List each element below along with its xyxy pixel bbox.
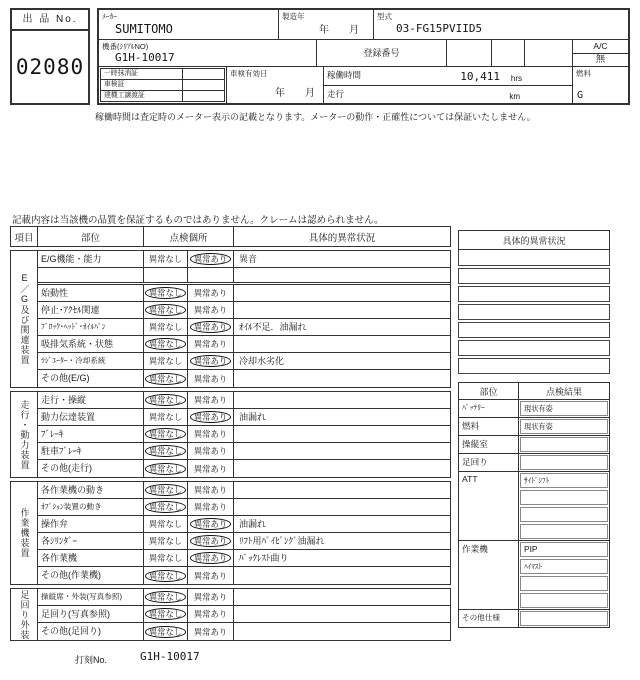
section-rows xyxy=(38,482,450,584)
ok-label: 異常なし xyxy=(148,592,183,602)
ok-label: 異常なし xyxy=(148,322,183,332)
part-name: 始動性 xyxy=(38,285,144,301)
result-value xyxy=(520,524,608,539)
part-name: E/G機能・能力 xyxy=(38,251,144,267)
part-name: その他(走行) xyxy=(38,460,144,477)
ng-option xyxy=(188,353,234,369)
ng-option xyxy=(188,460,234,477)
abnormality-remark: ｵｲﾙ不足．油漏れ xyxy=(239,322,307,332)
part-name: 各ｼﾘﾝﾀﾞｰ xyxy=(38,533,144,549)
inspection-row xyxy=(38,533,450,550)
ok-option xyxy=(144,623,188,640)
inspection-table-header xyxy=(10,226,451,247)
lot-number-box xyxy=(10,8,90,105)
inspection-row xyxy=(38,285,450,302)
abnormality-remark xyxy=(234,443,450,459)
results-part-header: 部位 xyxy=(459,383,519,399)
ng-label: 異常あり xyxy=(193,254,228,264)
remark-empty-row xyxy=(458,268,610,284)
abnormality-remark xyxy=(234,426,450,442)
part-name: 吸排気系統・状態 xyxy=(38,336,144,352)
abnormality-remark: 油漏れ xyxy=(239,412,267,422)
ok-label: 異常なし xyxy=(148,305,183,315)
result-value xyxy=(520,611,608,626)
part-name: 動力伝達装置 xyxy=(38,409,144,425)
fuel-value: G xyxy=(577,90,584,101)
inspection-row xyxy=(38,336,450,353)
result-values xyxy=(519,454,609,471)
documents-cell xyxy=(99,67,227,103)
part-name: 操縦席・外装(写真参照) xyxy=(38,589,144,605)
result-group xyxy=(459,541,609,610)
ok-label: 異常なし xyxy=(148,463,183,474)
part-name: ｵﾌﾟｼｮﾝ装置の動き xyxy=(38,499,144,515)
remark-empty-row xyxy=(458,250,610,266)
ok-option xyxy=(144,409,188,425)
right-results-table xyxy=(458,382,610,628)
document-check-cell xyxy=(182,80,224,90)
fuel-label: 燃料 xyxy=(576,69,591,78)
remark-empty-row xyxy=(458,286,610,302)
abnormality-remark xyxy=(234,336,450,352)
ok-label: 異常なし xyxy=(148,502,183,512)
abnormality-remark: 異音 xyxy=(239,254,258,264)
abnormality-remark: ﾊﾞｯｸﾚｽﾄ曲り xyxy=(239,553,289,563)
result-value: PIP xyxy=(520,542,608,557)
ng-option xyxy=(188,533,234,549)
ng-label: 異常あり xyxy=(193,463,228,474)
ng-option xyxy=(188,370,234,387)
inspection-row xyxy=(38,589,450,606)
hours-travel-cell xyxy=(324,67,573,103)
ok-label: 異常なし xyxy=(148,373,183,384)
ng-label: 異常あり xyxy=(193,485,228,495)
result-part-name: 操縦室 xyxy=(459,436,519,453)
lot-number-label: 出 品 No. xyxy=(12,10,88,31)
result-value xyxy=(520,593,608,608)
result-part-name: ATT xyxy=(459,472,519,540)
empty-cell-2 xyxy=(492,40,525,66)
ng-option xyxy=(188,302,234,318)
ng-label: 異常あり xyxy=(193,429,228,439)
ok-option xyxy=(144,392,188,408)
hours-label: 稼働時間 xyxy=(327,70,362,80)
result-values xyxy=(519,472,609,540)
col-header-remark: 具体的異常状況 xyxy=(308,232,376,244)
hours-unit: hrs xyxy=(510,74,522,83)
abnormality-remark xyxy=(234,589,450,605)
ng-label: 異常あり xyxy=(193,446,228,456)
part-name: 各作業機 xyxy=(38,550,144,566)
result-value: 現状有姿 xyxy=(520,419,608,434)
abnormality-remark xyxy=(234,460,450,477)
ok-option xyxy=(144,285,188,301)
document-row xyxy=(101,69,224,80)
abnormality-remark xyxy=(234,302,450,318)
right-results-header xyxy=(459,383,609,400)
right-results-groups xyxy=(459,400,609,627)
result-group xyxy=(459,472,609,541)
mfg-year-value: 年 月 xyxy=(319,24,359,36)
ok-option xyxy=(144,482,188,498)
ng-option xyxy=(188,285,234,301)
result-part-name: 燃料 xyxy=(459,418,519,435)
section-rows xyxy=(38,589,450,640)
inspection-section xyxy=(10,481,451,585)
ok-option xyxy=(144,567,188,584)
part-name: 操作弁 xyxy=(38,516,144,532)
travel-row xyxy=(324,86,572,104)
inspection-row xyxy=(38,302,450,319)
registration-label: 登録番号 xyxy=(363,48,400,59)
maker-value: SUMITOMO xyxy=(115,21,173,36)
part-name: 駐車ﾌﾞﾚｰｷ xyxy=(38,443,144,459)
ok-label: 異常なし xyxy=(148,553,183,563)
ng-option xyxy=(188,268,234,282)
ng-option xyxy=(188,426,234,442)
maker-label: ﾒｰｶｰ xyxy=(102,12,117,21)
serial-cell xyxy=(99,40,317,66)
result-value: 現状有姿 xyxy=(520,401,608,416)
docs-table xyxy=(100,68,225,102)
ac-cell xyxy=(573,40,628,66)
ok-label: 異常なし xyxy=(148,339,183,349)
ng-option xyxy=(188,499,234,515)
result-value: ｻｲﾄﾞｼﾌﾄ xyxy=(520,473,608,488)
remark-empty-row xyxy=(458,340,610,356)
ng-label: 異常あり xyxy=(193,322,228,332)
ng-option xyxy=(188,251,234,267)
result-part-name: 足回り xyxy=(459,454,519,471)
inspection-row xyxy=(38,268,450,285)
inspection-row xyxy=(38,251,450,268)
ng-option xyxy=(188,623,234,640)
result-values xyxy=(519,436,609,453)
maker-cell xyxy=(99,10,279,39)
ng-label: 異常あり xyxy=(193,502,228,512)
result-value xyxy=(520,437,608,452)
hours-row xyxy=(324,67,572,86)
ng-option xyxy=(188,443,234,459)
result-value xyxy=(520,507,608,522)
result-part-name: その他仕様 xyxy=(459,610,519,627)
model-value: 03-FG15PVIID5 xyxy=(396,21,483,35)
shaken-label: 車検有効日 xyxy=(230,69,268,78)
serial-label: 機番(ｼﾘｱﾙNO) xyxy=(102,41,149,51)
result-value xyxy=(520,490,608,505)
ng-label: 異常あり xyxy=(193,592,228,602)
part-name: その他(作業機) xyxy=(38,567,144,584)
abnormality-remark xyxy=(234,285,450,301)
document-label: 車検証 xyxy=(104,81,125,88)
col-header-part: 部位 xyxy=(38,227,144,246)
fuel-cell xyxy=(573,67,628,103)
abnormality-remark xyxy=(234,482,450,498)
col-header-check: 点検個所 xyxy=(144,227,234,246)
stamp-number-value: G1H-10017 xyxy=(140,650,200,663)
abnormality-remark: 油漏れ xyxy=(239,519,267,529)
remark-empty-row xyxy=(458,358,610,374)
mfg-year-cell xyxy=(279,10,374,39)
ok-option xyxy=(144,319,188,335)
abnormality-remark xyxy=(234,370,450,387)
ng-option xyxy=(188,482,234,498)
ng-label: 異常あり xyxy=(193,553,228,563)
result-group xyxy=(459,610,609,627)
part-name: 停止･ｱｸｾﾙ関連 xyxy=(38,302,144,318)
result-values xyxy=(519,541,609,609)
ng-label: 異常あり xyxy=(193,570,228,581)
inspection-row xyxy=(38,443,450,460)
ok-label: 異常なし xyxy=(148,429,183,439)
inspection-row xyxy=(38,392,450,409)
ok-label: 異常なし xyxy=(148,412,183,422)
ok-label: 異常なし xyxy=(148,446,183,456)
disclaimer-note: 記載内容は当該機の品質を保証するものではありません。クレームは認められません。 xyxy=(12,215,384,226)
ng-option xyxy=(188,516,234,532)
model-label: 型式 xyxy=(377,12,392,21)
section-label: 足回り外装 xyxy=(11,589,38,640)
inspection-row xyxy=(38,550,450,567)
ok-label: 異常なし xyxy=(148,536,183,546)
inspection-sections xyxy=(10,250,451,641)
part-name: 走行・操縦 xyxy=(38,392,144,408)
ac-value: 無 xyxy=(595,53,606,65)
inspection-row xyxy=(38,567,450,584)
inspection-row xyxy=(38,606,450,623)
part-name: ﾗｼﾞｴｰﾀｰ・冷却系統 xyxy=(38,353,144,369)
right-remarks-table xyxy=(458,230,610,374)
part-name: 各作業機の動き xyxy=(38,482,144,498)
shaken-value: 年 月 xyxy=(275,88,315,99)
part-name: ﾌﾞﾛｯｸ･ﾍｯﾄﾞ･ｵｲﾙﾊﾟﾝ xyxy=(38,319,144,335)
col-header-item: 項目 xyxy=(11,227,38,246)
ok-label: 異常なし xyxy=(148,395,183,405)
result-part-name: ﾊﾞｯﾃﾘｰ xyxy=(459,400,519,417)
ok-label: 異常なし xyxy=(148,254,183,264)
ng-label: 異常あり xyxy=(193,288,228,298)
ng-option xyxy=(188,319,234,335)
ng-label: 異常あり xyxy=(193,373,228,384)
ok-label: 異常なし xyxy=(148,485,183,495)
result-values xyxy=(519,610,609,627)
result-part-name: 作業機 xyxy=(459,541,519,609)
ng-label: 異常あり xyxy=(193,339,228,349)
inspection-table xyxy=(10,226,451,641)
document-check-cell xyxy=(182,69,224,79)
abnormality-remark xyxy=(234,606,450,622)
abnormality-remark: 冷却水劣化 xyxy=(239,356,285,366)
ok-label: 異常なし xyxy=(148,356,183,366)
ok-option xyxy=(144,251,188,267)
ok-option xyxy=(144,302,188,318)
ng-option xyxy=(188,392,234,408)
ng-label: 異常あり xyxy=(193,305,228,315)
ok-label: 異常なし xyxy=(148,519,183,529)
ok-label: 異常なし xyxy=(148,288,183,298)
ok-label: 異常なし xyxy=(148,626,183,637)
right-remarks-title: 具体的異常状況 xyxy=(458,230,610,250)
abnormality-remark xyxy=(234,623,450,640)
ng-option xyxy=(188,336,234,352)
stamp-number-label: 打刻No. xyxy=(75,655,108,665)
ok-option xyxy=(144,370,188,387)
inspection-row xyxy=(38,482,450,499)
part-name: 足回り(写真参照) xyxy=(38,606,144,622)
ok-option xyxy=(144,353,188,369)
ng-label: 異常あり xyxy=(193,519,228,529)
ok-option xyxy=(144,443,188,459)
ng-label: 異常あり xyxy=(193,356,228,366)
section-label: E／G及び関連装置 xyxy=(11,251,38,387)
ok-option xyxy=(144,460,188,477)
result-group xyxy=(459,454,609,472)
ok-option xyxy=(144,516,188,532)
result-group xyxy=(459,436,609,454)
shaken-cell xyxy=(227,67,324,103)
model-cell xyxy=(374,10,628,39)
ng-label: 異常あり xyxy=(193,395,228,405)
ng-option xyxy=(188,550,234,566)
inspection-row xyxy=(38,353,450,370)
serial-value: G1H-10017 xyxy=(115,51,175,64)
ng-option xyxy=(188,567,234,584)
mfg-year-label: 製造年 xyxy=(282,12,305,21)
inspection-row xyxy=(38,499,450,516)
travel-unit: km xyxy=(509,92,520,101)
ok-option xyxy=(144,426,188,442)
section-label: 作業機装置 xyxy=(11,482,38,584)
remark-empty-row xyxy=(458,322,610,338)
empty-cell-1 xyxy=(447,40,492,66)
inspection-row xyxy=(38,426,450,443)
empty-cell-3 xyxy=(525,40,573,66)
ng-label: 異常あり xyxy=(193,609,228,619)
ng-label: 異常あり xyxy=(193,626,228,637)
inspection-row xyxy=(38,623,450,640)
result-group xyxy=(459,400,609,418)
ok-option xyxy=(144,499,188,515)
ok-label: 異常なし xyxy=(148,570,183,581)
meter-note: 稼働時間は査定時のメーター表示の記載となります。メーターの動作・正確性については保証いたしません。 xyxy=(95,112,536,122)
inspection-section xyxy=(10,391,451,478)
right-remarks-rows xyxy=(458,250,610,374)
section-rows xyxy=(38,251,450,387)
ok-option xyxy=(144,550,188,566)
ok-option xyxy=(144,606,188,622)
lot-number-value: 02080 xyxy=(15,55,85,79)
part-name: その他(足回り) xyxy=(38,623,144,640)
result-values xyxy=(519,418,609,435)
section-label: 走行・動力装置 xyxy=(11,392,38,477)
document-row xyxy=(101,91,224,101)
hours-value: 10,411 xyxy=(460,70,500,83)
document-row xyxy=(101,80,224,91)
remark-empty-row xyxy=(458,304,610,320)
inspection-row xyxy=(38,370,450,387)
result-value xyxy=(520,576,608,591)
document-label: 一時抹消証 xyxy=(104,70,138,77)
inspection-section xyxy=(10,588,451,641)
part-name: ﾌﾞﾚｰｷ xyxy=(38,426,144,442)
inspection-row xyxy=(38,460,450,477)
inspection-row xyxy=(38,516,450,533)
inspection-row xyxy=(38,409,450,426)
document-check-cell xyxy=(182,91,224,101)
result-value: ﾊｲﾏｽﾄ xyxy=(520,559,608,574)
abnormality-remark xyxy=(234,499,450,515)
ok-option xyxy=(144,589,188,605)
ng-option xyxy=(188,606,234,622)
ok-label: 異常なし xyxy=(148,609,183,619)
abnormality-remark: ﾘﾌﾄ用ﾊﾟｲﾋﾟﾝｸﾞ油漏れ xyxy=(239,536,325,546)
ok-option xyxy=(144,336,188,352)
header-table xyxy=(97,8,630,105)
ok-option xyxy=(144,533,188,549)
result-values xyxy=(519,400,609,417)
result-group xyxy=(459,418,609,436)
ng-label: 異常あり xyxy=(193,412,228,422)
travel-label: 走行 xyxy=(327,88,345,99)
document-label: 建機工譲渡証 xyxy=(104,92,145,99)
section-rows xyxy=(38,392,450,477)
ng-label: 異常あり xyxy=(193,536,228,546)
abnormality-remark xyxy=(234,268,450,282)
inspection-section xyxy=(10,250,451,388)
registration-cell xyxy=(317,40,447,66)
part-name: その他(E/G) xyxy=(38,370,144,387)
result-value xyxy=(520,455,608,470)
part-name xyxy=(38,268,144,282)
abnormality-remark xyxy=(234,567,450,584)
ok-option xyxy=(144,268,188,282)
results-result-header: 点検結果 xyxy=(545,386,582,397)
abnormality-remark xyxy=(234,392,450,408)
ng-option xyxy=(188,589,234,605)
inspection-row xyxy=(38,319,450,336)
ng-option xyxy=(188,409,234,425)
ac-label: A/C xyxy=(573,40,628,54)
